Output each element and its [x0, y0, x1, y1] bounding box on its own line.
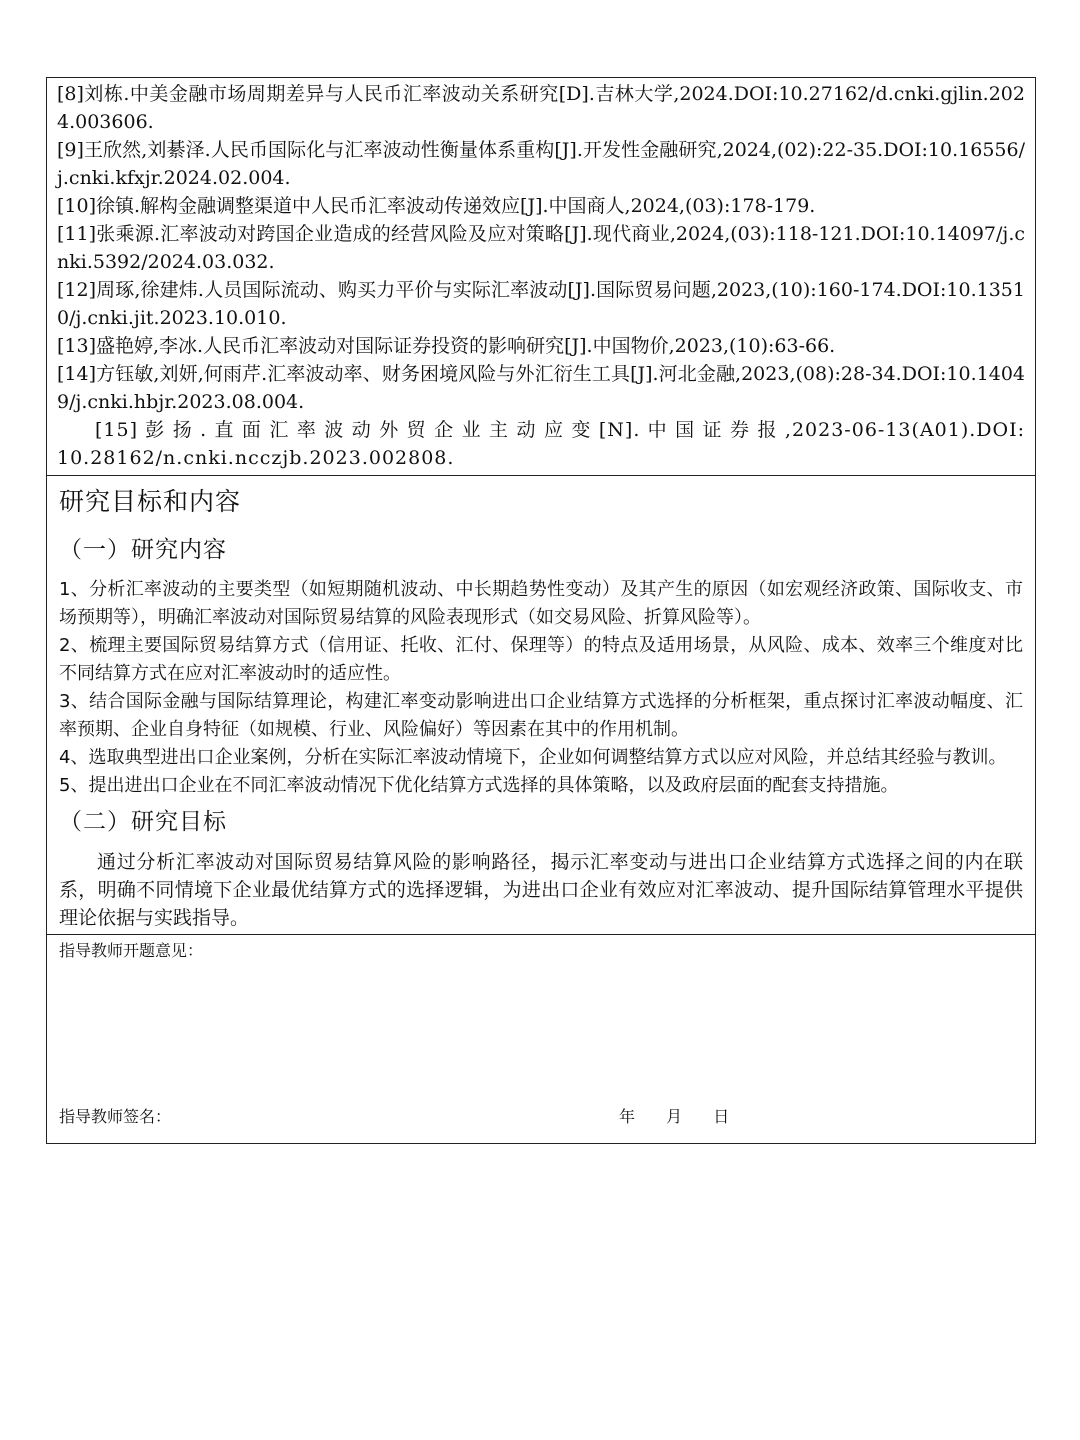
date-month: 月 — [666, 1107, 683, 1126]
advisor-opinion-label: 指导教师开题意见： — [59, 941, 204, 960]
research-goals-cell — [47, 476, 1035, 935]
reference-item: [8]刘栋.中美金融市场周期差异与人民币汇率波动关系研究[D].吉林大学,2024.DOI:10.27162/d.cnki.gjlin.2024.003606. — [57, 83, 1025, 133]
references-cell — [47, 78, 1035, 476]
reference-item: [11]张乘源.汇率波动对跨国企业造成的经营风险及应对策略[J].现代商业,2024,(03):118-121.DOI:10.14097/j.cnki.5392/2024.03.032. — [57, 223, 1025, 273]
date-year: 年 — [619, 1107, 636, 1126]
content-item: 5、提出进出口企业在不同汇率波动情况下优化结算方式选择的具体策略，以及政府层面的配套支持措施。 — [59, 775, 899, 796]
reference-item: [9]王欣然,刘綦泽.人民币国际化与汇率波动性衡量体系重构[J].开发性金融研究,2024,(02):22-35.DOI:10.16556/j.cnki.kfxjr.2024.02.004. — [57, 139, 1025, 189]
content-heading: （一）研究内容 — [59, 537, 227, 563]
proposal-form-table — [46, 77, 1036, 1144]
target-text: 通过分析汇率波动对国际贸易结算风险的影响路径，揭示汇率变动与进出口企业结算方式选择之间的内在联系，明确不同情境下企业最优结算方式的选择逻辑，为进出口企业有效应对汇率波动、提升国际结算管理水平提供理论依据与实践指导。 — [59, 851, 1023, 929]
target-heading: （二）研究目标 — [59, 809, 227, 835]
content-item: 4、选取典型进出口企业案例，分析在实际汇率波动情境下，企业如何调整结算方式以应对风险，并总结其经验与教训。 — [59, 747, 1007, 768]
signature-date — [619, 1105, 755, 1129]
reference-item: [14]方钰敏,刘妍,何雨芹.汇率波动率、财务困境风险与外汇衍生工具[J].河北金融,2023,(08):28-34.DOI:10.14049/j.cnki.hbjr.2023.08.004. — [57, 363, 1025, 413]
content-item: 1、分析汇率波动的主要类型（如短期随机波动、中长期趋势性变动）及其产生的原因（如宏观经济政策、国际收支、市场预期等），明确汇率波动对国际贸易结算的风险表现形式（如交易风险、折算风险等）。 — [59, 579, 1023, 628]
advisor-opinion-cell — [47, 935, 1035, 1143]
content-item: 2、梳理主要国际贸易结算方式（信用证、托收、汇付、保理等）的特点及适用场景，从风险、成本、效率三个维度对比不同结算方式在应对汇率波动时的适应性。 — [59, 635, 1023, 684]
reference-item: [12]周琢,徐建炜.人员国际流动、购买力平价与实际汇率波动[J].国际贸易问题,2023,(10):160-174.DOI:10.13510/j.cnki.jit.2023.10.010. — [57, 279, 1025, 329]
reference-item: [13]盛艳婷,李冰.人民币汇率波动对国际证券投资的影响研究[J].中国物价,2023,(10):63-66. — [57, 335, 836, 357]
content-item: 3、结合国际金融与国际结算理论，构建汇率变动影响进出口企业结算方式选择的分析框架，重点探讨汇率波动幅度、汇率预期、企业自身特征（如规模、行业、风险偏好）等因素在其中的作用机制。 — [59, 691, 1023, 740]
date-day: 日 — [713, 1107, 730, 1126]
reference-item: [15] 彭 扬 . 直 面 汇 率 波 动 外 贸 企 业 主 动 应 变 [N]. 中 国 证 券 报 ,2023-06-13(A01).DOI:10.28162/n.cnki.ncczjb.2023.002808. — [57, 419, 1025, 469]
section-title: 研究目标和内容 — [59, 487, 242, 516]
reference-item: [10]徐镇.解构金融调整渠道中人民币汇率波动传递效应[J].中国商人,2024,(03):178-179. — [57, 195, 816, 217]
advisor-signature-label: 指导教师签名： — [59, 1107, 172, 1126]
